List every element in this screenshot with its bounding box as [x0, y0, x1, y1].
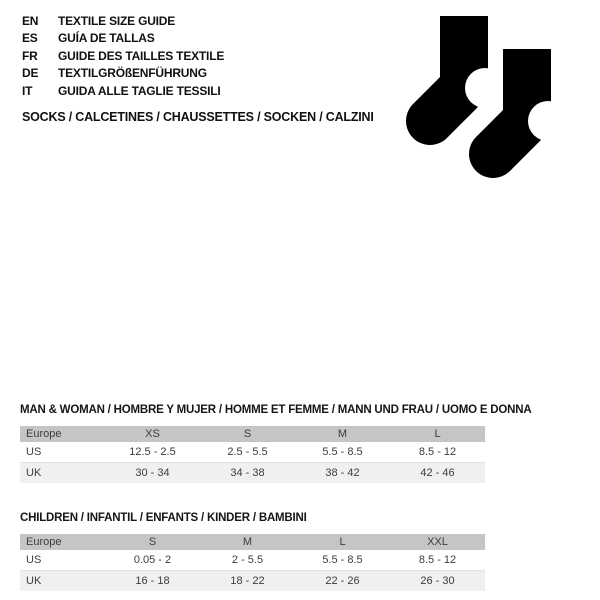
size-cell: 0.05 - 2 — [133, 554, 172, 566]
size-cell: 42 - 46 — [420, 467, 455, 479]
column-header: L — [339, 536, 346, 548]
size-cell: 8.5 - 12 — [418, 446, 457, 458]
language-code: EN — [22, 13, 39, 28]
front-sock — [493, 42, 560, 154]
table-row — [20, 550, 485, 571]
language-code: DE — [22, 66, 39, 81]
column-header: M — [242, 536, 253, 548]
table-title: MAN & WOMAN / HOMBRE Y MUJER / HOMME ET FEMME / MANN UND FRAU / UOMO E DONNA — [20, 404, 532, 416]
region-cell: UK — [26, 467, 42, 479]
size-cell: 5.5 - 8.5 — [322, 446, 363, 458]
language-label: GUIDA ALLE TAGLIE TESSILI — [58, 83, 221, 98]
region-cell: US — [26, 446, 42, 458]
back-sock — [430, 16, 505, 121]
language-code: IT — [22, 83, 33, 98]
size-cell: 26 - 30 — [420, 575, 455, 587]
column-header: XXL — [427, 536, 448, 548]
table-header-row — [20, 534, 485, 550]
region-cell: UK — [26, 575, 42, 587]
language-label: TEXTILE SIZE GUIDE — [58, 13, 176, 28]
size-cell: 5.5 - 8.5 — [322, 554, 363, 566]
column-header: S — [243, 428, 252, 440]
language-row — [22, 12, 224, 30]
table-header-row — [20, 426, 485, 442]
size-cell: 18 - 22 — [230, 575, 265, 587]
product-category-title: SOCKS / CALCETINES / CHAUSSETTES / SOCKEN / CALZINI — [22, 110, 374, 124]
language-label: GUIDE DES TAILLES TEXTILE — [58, 48, 225, 63]
socks-icon — [400, 6, 560, 181]
table-title: CHILDREN / INFANTIL / ENFANTS / KINDER / BAMBINI — [20, 512, 307, 524]
column-header: L — [434, 428, 441, 440]
language-row — [22, 47, 224, 65]
language-label: GUÍA DE TALLAS — [58, 31, 155, 46]
size-cell: 22 - 26 — [325, 575, 360, 587]
region-cell: US — [26, 554, 42, 566]
table-row — [20, 571, 485, 592]
language-row — [22, 65, 224, 83]
size-cell: 34 - 38 — [230, 467, 265, 479]
size-cell: 30 - 34 — [135, 467, 170, 479]
language-label: TEXTILGRÖßENFÜHRUNG — [58, 66, 207, 81]
size-cell: 12.5 - 2.5 — [129, 446, 176, 458]
table-row — [20, 442, 485, 463]
size-cell: 8.5 - 12 — [418, 554, 457, 566]
column-header: M — [337, 428, 348, 440]
size-cell: 38 - 42 — [325, 467, 360, 479]
size-cell: 2 - 5.5 — [231, 554, 264, 566]
column-header: XS — [145, 428, 160, 440]
language-code: ES — [22, 31, 38, 46]
table-row — [20, 463, 485, 484]
column-header: S — [148, 536, 157, 548]
size-cell: 16 - 18 — [135, 575, 170, 587]
man-woman-size-section — [20, 404, 532, 483]
language-row — [22, 82, 224, 100]
column-header: Europe — [26, 428, 62, 440]
column-header: Europe — [26, 536, 62, 548]
children-size-table — [20, 534, 485, 591]
size-cell: 2.5 - 5.5 — [227, 446, 268, 458]
language-guide-block — [22, 12, 224, 100]
language-row — [22, 30, 224, 48]
language-code: FR — [22, 48, 38, 63]
children-size-section — [20, 512, 485, 591]
man-woman-size-table — [20, 426, 485, 483]
